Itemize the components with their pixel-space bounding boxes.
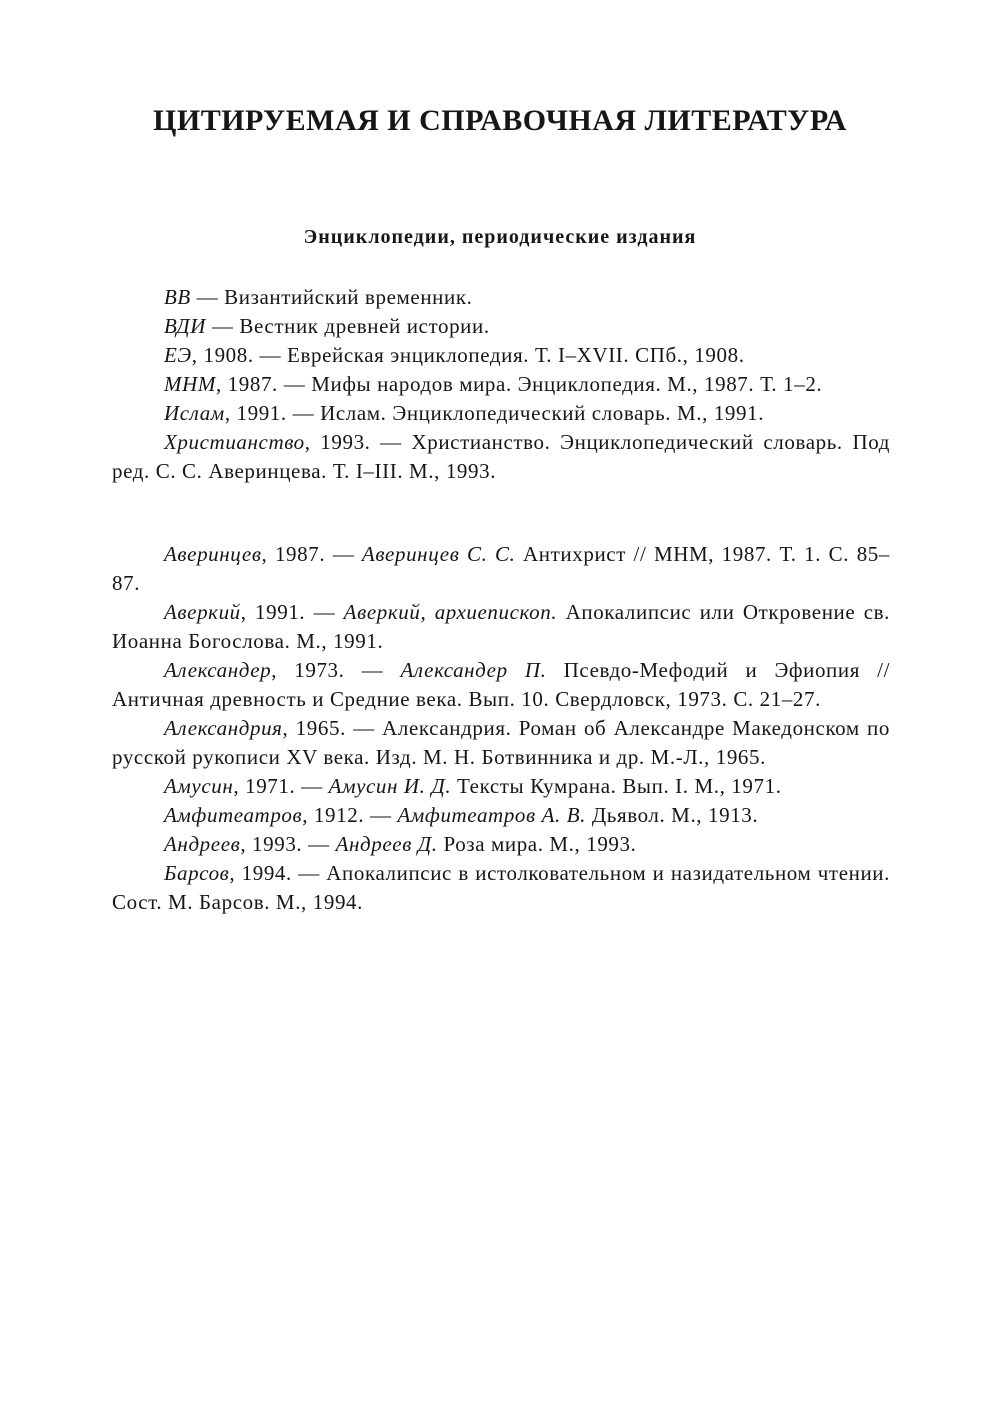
bibliography-entry [112,801,890,830]
bibliography-entry [112,312,890,341]
entry-year: , 1965. [282,716,346,740]
bibliography-entry [112,370,890,399]
entry-year: , 1991. [240,600,306,624]
periodicals-list [112,283,890,486]
bibliography-entry [112,341,890,370]
entry-key: Аверкий [164,600,241,624]
entry-key: Амфитеатров [164,803,303,827]
entry-key: МНМ [164,372,216,396]
entry-year: , 1912. [302,803,365,827]
sources-list [112,540,890,917]
bibliography-entry [112,714,890,772]
entry-year: , 1987. [261,542,326,566]
bibliography-entry [112,283,890,312]
entry-author: Андреев Д. [335,832,438,856]
entry-text: Роза мира. М., 1993. [437,832,637,856]
entry-text: Апокалипсис в истолковательном и назидательном чтении. Сост. М. Барсов. М., 1994. [112,861,890,914]
bibliography-entry [112,598,890,656]
entry-year: , 1908. [191,343,254,367]
page-title: ЦИТИРУЕМАЯ И СПРАВОЧНАЯ ЛИТЕРАТУРА [153,104,847,137]
entry-text: Христианство. Энциклопедический словарь. Под ред. С. С. Аверинцева. Т. I–III. М., 1993. [112,430,890,483]
entry-text: Ислам. Энциклопедический словарь. М., 1991. [320,401,765,425]
entry-text: Мифы народов мира. Энциклопедия. М., 1987. Т. 1–2. [311,372,823,396]
entry-text: Дьявол. М., 1913. [586,803,759,827]
section-heading: Энциклопедии, периодические издания [303,226,697,248]
entry-separator: — [364,803,398,827]
entry-year: , 1987. [215,372,278,396]
bibliography-entry [112,428,890,486]
entry-text: Еврейская энциклопедия. Т. I–XVII. СПб., 1908. [287,343,745,367]
entry-author: Александер П. [400,658,547,682]
entry-separator: — [325,542,362,566]
entry-separator: — [370,430,412,454]
entry-text: Византийский временник. [224,285,473,309]
entry-author: Амусин И. Д. [328,774,452,798]
entry-text: Вестник древней истории. [239,314,490,338]
entry-text: Тексты Кумрана. Вып. I. М., 1971. [451,774,782,798]
entry-separator: — [206,314,240,338]
entry-separator: — [291,861,327,885]
entry-key: Амусин [164,774,234,798]
entry-separator: — [277,372,312,396]
entry-separator: — [253,343,288,367]
bibliography-entry [112,772,890,801]
entry-key: Аверинцев [164,542,262,566]
entry-key: Александрия [164,716,283,740]
entry-key: ВВ [164,285,191,309]
entry-year: , 1971. [233,774,296,798]
entry-key: Александер [164,658,272,682]
entry-text: Апокалипсис или Откровение св. Иоанна Богослова. М., 1991. [112,600,890,653]
entry-author: Аверкий, архиепископ. [343,600,558,624]
entry-separator: — [302,832,336,856]
entry-separator: — [286,401,321,425]
bibliography-entry [112,830,890,859]
bibliography-entry [112,656,890,714]
entry-author: Амфитеатров А. В. [397,803,586,827]
entry-author: Аверинцев С. С. [361,542,516,566]
entry-separator: — [345,716,383,740]
entry-separator: — [295,774,329,798]
bibliography-entry [112,399,890,428]
entry-text: Александрия. Роман об Александре Македонском по русской рукописи XV века. Изд. М. Н. Ботвинника и др. М.-Л., 1965. [112,716,890,769]
entry-key: Андреев [164,832,241,856]
entry-key: Христианство [164,430,305,454]
entry-year: , 1993. [304,430,371,454]
entry-key: Барсов [164,861,230,885]
entry-year: , 1991. [224,401,287,425]
entry-separator: — [344,658,401,682]
entry-separator: — [190,285,225,309]
entry-year: , 1994. [229,861,292,885]
bibliography-entry [112,859,890,917]
entry-key: Ислам [164,401,225,425]
entry-text: Псевдо-Мефодий и Эфиопия // Античная древность и Средние века. Вып. 10. Свердловск, 1973. С. 21–27. [112,658,891,711]
entry-key: ЕЭ [164,343,192,367]
entry-year: , 1993. [240,832,303,856]
entry-key: ВДИ [164,314,207,338]
entry-text: Антихрист // МНМ, 1987. Т. 1. С. 85–87. [112,542,890,595]
bibliography-entry [112,540,890,598]
entry-separator: — [305,600,344,624]
entry-year: , 1973. [271,658,345,682]
